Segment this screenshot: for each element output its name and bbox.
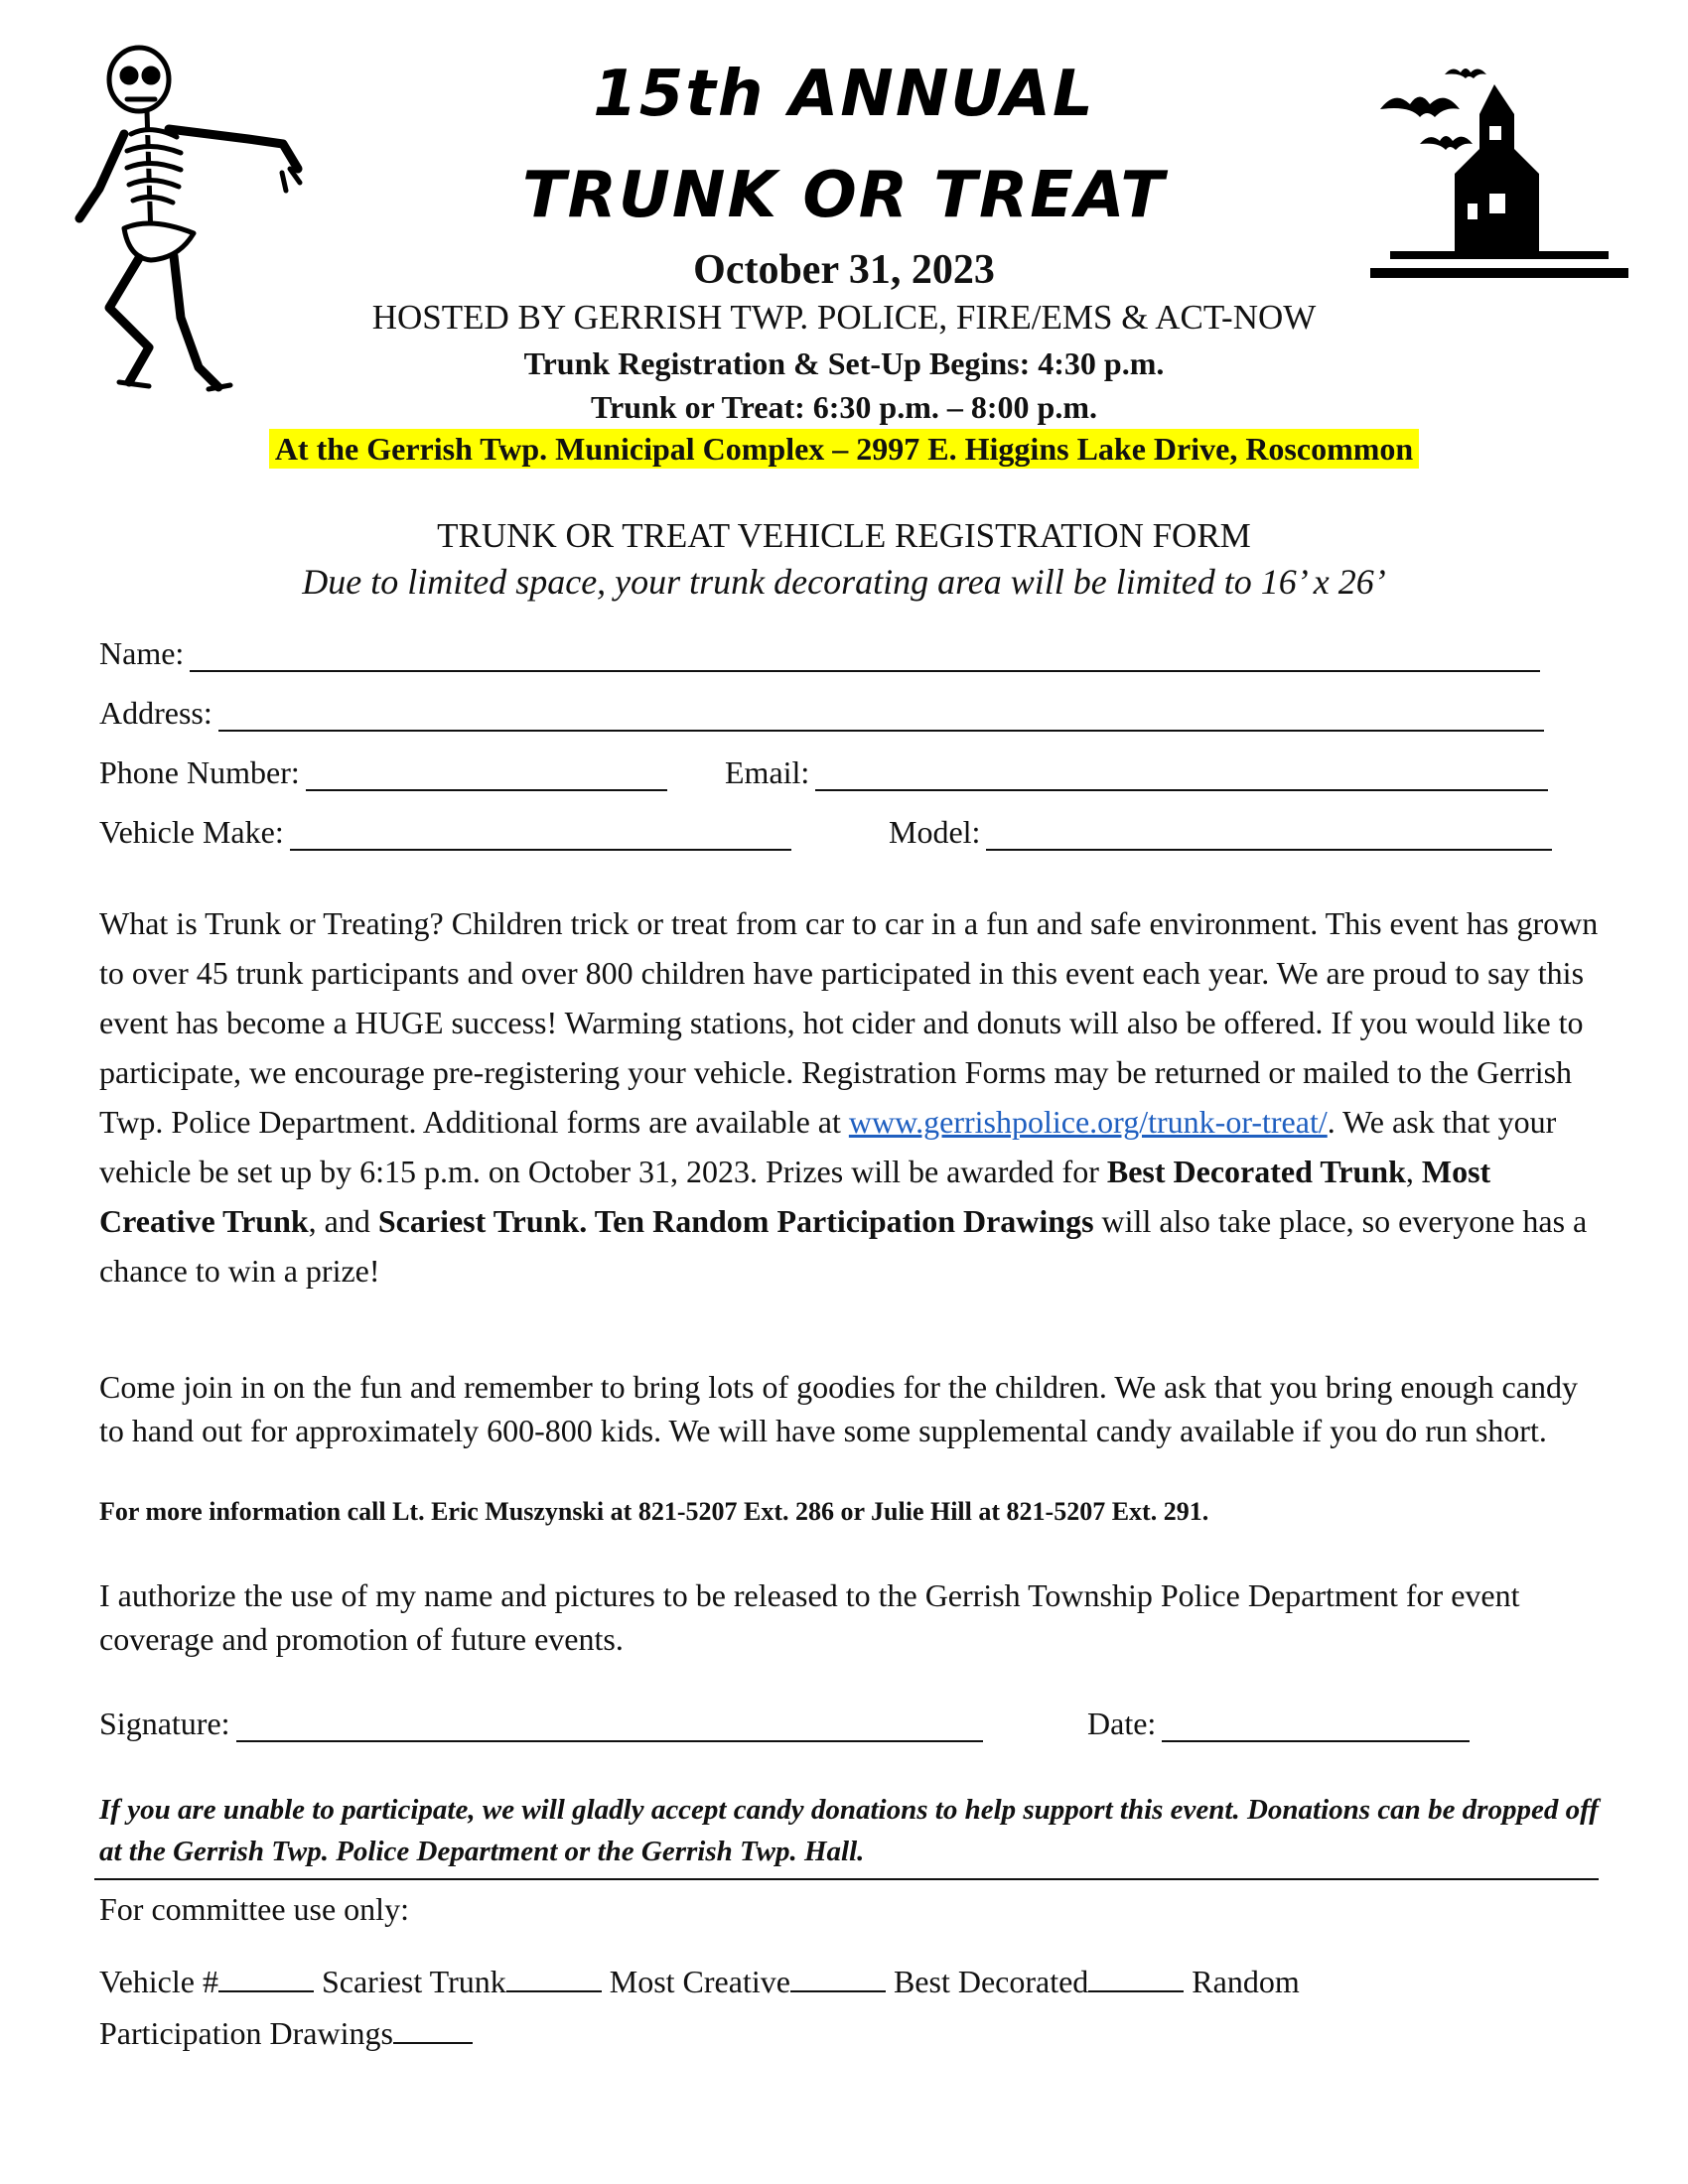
model-label: Model: [889, 814, 981, 850]
committee-random-label: Random [1192, 1964, 1300, 1999]
address-label: Address: [99, 695, 212, 731]
intro-paragraph [99, 898, 1609, 1296]
address-field[interactable] [99, 695, 1544, 732]
date-label: Date: [1087, 1706, 1157, 1741]
committee-best-blank[interactable] [1088, 1965, 1184, 1992]
vehicle-make-label: Vehicle Make: [99, 814, 284, 850]
setup-time: Trunk Registration & Set-Up Begins: 4:30 p.m. [523, 345, 1165, 381]
candy-paragraph: Come join in on the fun and remember to bring lots of goodies for the children. We ask that you bring enough candy to hand out for approximately 600-800 kids. We will have some supplemental candy available if you do run short. [99, 1369, 1578, 1448]
name-label: Name: [99, 635, 185, 671]
email-label: Email: [725, 754, 810, 790]
intro-text-a: What is Trunk or Treating? Children trick or treat from car to car in a fun and safe environment. This event has grown to over 45 trunk participants and over 800 children have participated in this event each year. We are proud to say this event has become a HUGE success! Warming stations, hot cider and donuts will also be offered. If you would like to participate, we encourage pre-registering your vehicle. Registration Forms may be returned or mailed to the Gerrish Twp. Police Department. Additional forms are available at [99, 905, 1599, 1140]
signature-field[interactable] [99, 1706, 983, 1742]
committee-creative-blank[interactable] [790, 1965, 886, 1992]
model-field[interactable] [889, 814, 1552, 851]
hosted-by: HOSTED BY GERRISH TWP. POLICE, FIRE/EMS & ACT-NOW [371, 298, 1317, 337]
event-time: Trunk or Treat: 6:30 p.m. – 8:00 p.m. [591, 389, 1097, 425]
committee-heading: For committee use only: [99, 1891, 409, 1927]
signature-label: Signature: [99, 1706, 230, 1741]
phone-field[interactable] [99, 754, 667, 791]
prize-most-creative: Most Creative Trunk [99, 1154, 1491, 1239]
authorization-text: I authorize the use of my name and pictures to be released to the Gerrish Township Police Department for event coverage and promotion of future events. [99, 1577, 1520, 1657]
name-line[interactable] [190, 640, 1540, 672]
phone-label: Phone Number: [99, 754, 300, 790]
committee-scariest-blank[interactable] [506, 1965, 602, 1992]
committee-vehicle-blank[interactable] [218, 1965, 314, 1992]
divider [94, 1878, 1599, 1880]
event-location [0, 431, 1688, 468]
event-date: October 31, 2023 [693, 247, 995, 293]
donation-note: If you are unable to participate, we will gladly accept candy donations to help support this event. Donations can be dropped off at the Gerrish Twp. Police Department or the Gerrish Twp. Hall. [99, 1794, 1599, 1867]
signature-line[interactable] [236, 1710, 983, 1742]
date-line[interactable] [1162, 1710, 1470, 1742]
committee-row [99, 1956, 1609, 2059]
prize-best-decorated: Best Decorated Trunk [1106, 1154, 1406, 1189]
title-line-2: TRUNK OR TREAT [521, 159, 1167, 232]
location-highlight: At the Gerrish Twp. Municipal Complex – 2997 E. Higgins Lake Drive, Roscommon [269, 429, 1419, 469]
intro-text-c: will also take place, so everyone has a chance to win a prize! [99, 1203, 1588, 1289]
committee-drawings-blank[interactable] [393, 2016, 473, 2044]
vehicle-make-field[interactable] [99, 814, 791, 851]
date-field[interactable] [1087, 1706, 1470, 1742]
committee-drawings-label: Participation Drawings [99, 2015, 393, 2051]
name-field[interactable] [99, 635, 1540, 672]
model-line[interactable] [986, 819, 1552, 851]
prize-sep-2: , and [308, 1203, 378, 1239]
committee-scariest-label: Scariest Trunk [321, 1964, 506, 1999]
address-line[interactable] [218, 700, 1544, 732]
contact-info: For more information call Lt. Eric Muszynski at 821-5207 Ext. 286 or Julie Hill at 821-5207 Ext. 291. [99, 1497, 1209, 1526]
prize-scariest-and-drawings: Scariest Trunk. Ten Random Participation Drawings [377, 1203, 1094, 1239]
committee-vehicle-label: Vehicle # [99, 1964, 218, 1999]
committee-best-label: Best Decorated [893, 1964, 1089, 1999]
phone-line[interactable] [306, 759, 667, 791]
title-line-1: 15th ANNUAL [593, 58, 1095, 131]
form-title: TRUNK OR TREAT VEHICLE REGISTRATION FORM [437, 516, 1251, 555]
intro-text-b: . We ask that your vehicle be set up by 6:15 p.m. on October 31, 2023. Prizes will be awarded for [99, 1104, 1557, 1189]
committee-creative-label: Most Creative [609, 1964, 790, 1999]
form-subtitle: Due to limited space, your trunk decorating area will be limited to 16’ x 26’ [302, 562, 1386, 602]
prize-sep-1: , [1405, 1154, 1422, 1189]
email-line[interactable] [815, 759, 1548, 791]
email-field[interactable] [725, 754, 1548, 791]
trunk-or-treat-link[interactable]: www.gerrishpolice.org/trunk-or-treat/ [848, 1104, 1328, 1140]
vehicle-make-line[interactable] [290, 819, 791, 851]
